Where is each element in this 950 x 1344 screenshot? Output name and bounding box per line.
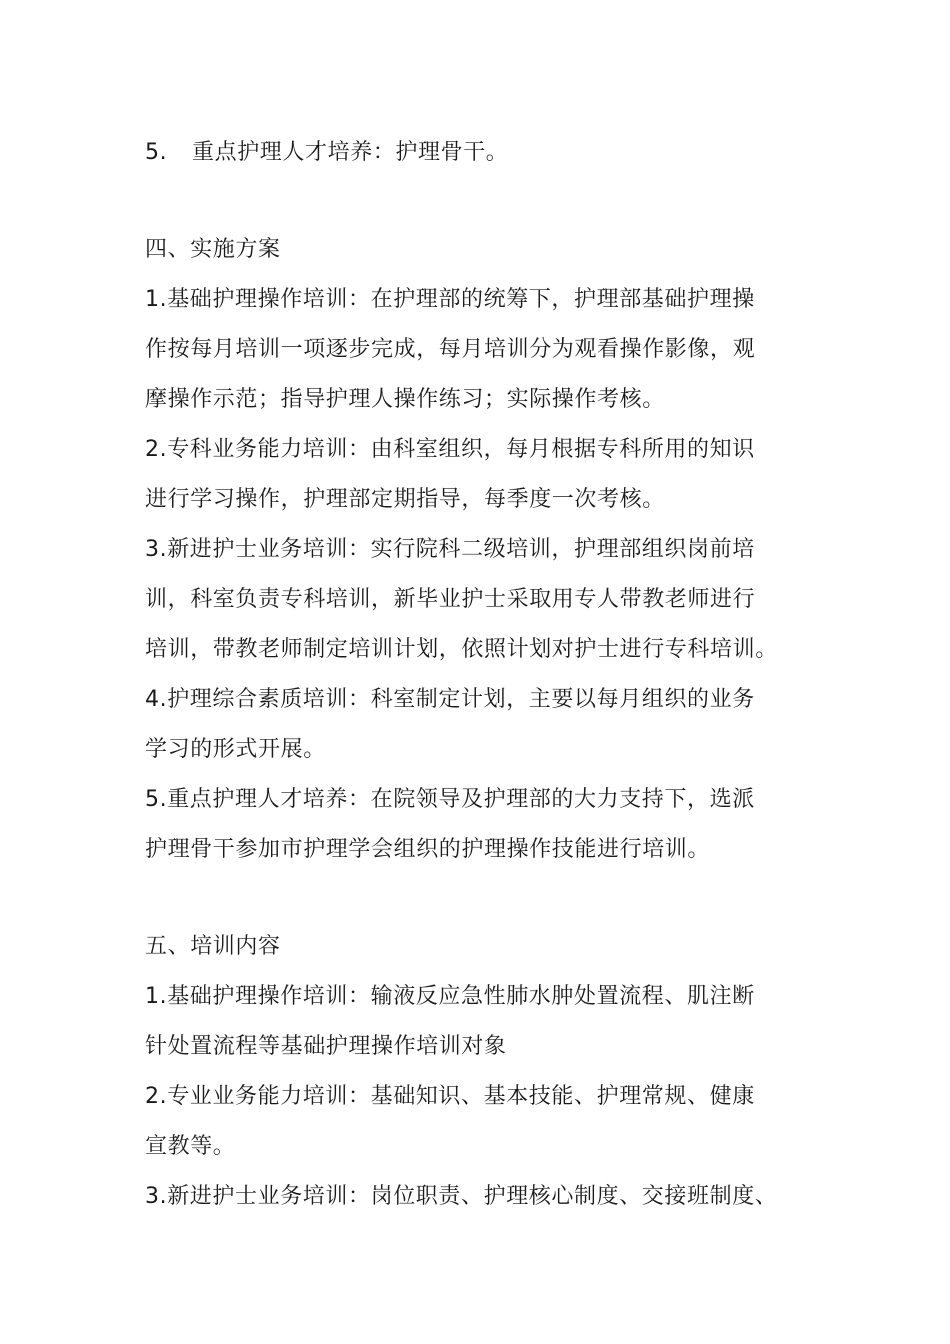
section-heading-training-content: 五、培训内容 (145, 934, 281, 959)
paragraph-line: 学习的形式开展。 (145, 737, 326, 762)
paragraph-line: 宣教等。 (145, 1134, 236, 1159)
paragraph-line: 护理骨干参加市护理学会组织的护理操作技能进行培训。 (145, 837, 711, 862)
paragraph-line: 2.专业业务能力培训：基础知识、基本技能、护理常规、健康 (145, 1084, 755, 1109)
intro-item-text: 重点护理人才培养：护理骨干。 (192, 140, 509, 165)
paragraph-line: 2.专科业务能力培训：由科室组织，每月根据专科所用的知识 (145, 437, 755, 462)
paragraph-line: 3.新进护士业务培训：实行院科二级培训，护理部组织岗前培 (145, 537, 755, 562)
paragraph-line: 训，科室负责专科培训，新毕业护士采取用专人带教老师进行 (145, 587, 756, 612)
paragraph-line: 针处置流程等基础护理操作培训对象 (145, 1034, 507, 1059)
paragraph-gap (145, 178, 835, 225)
paragraph-line: 5.重点护理人才培养：在院领导及护理部的大力支持下，选派 (145, 787, 755, 812)
paragraph-line: 1.基础护理操作培训：输液反应急性肺水肿处置流程、肌注断 (145, 984, 755, 1009)
intro-list-item (145, 128, 835, 178)
paragraph-line: 摩操作示范；指导护理人操作练习；实际操作考核。 (145, 387, 665, 412)
paragraph-line: 3.新进护士业务培训：岗位职责、护理核心制度、交接班制度、 (145, 1184, 778, 1209)
document-body (145, 128, 835, 1222)
paragraph-line: 1.基础护理操作培训：在护理部的统筹下，护理部基础护理操 (145, 287, 755, 312)
paragraph-line: 作按每月培训一项逐步完成，每月培训分为观看操作影像，观 (145, 337, 756, 362)
paragraph-gap (145, 875, 835, 922)
paragraph-line: 培训，带教老师制定培训计划，依照计划对护士进行专科培训。 (145, 637, 778, 662)
paragraph-line: 进行学习操作，护理部定期指导，每季度一次考核。 (145, 487, 665, 512)
section-heading-implementation: 四、实施方案 (145, 237, 281, 262)
paragraph-line: 4.护理综合素质培训：科室制定计划，主要以每月组织的业务 (145, 687, 755, 712)
intro-item-number: 5. (145, 140, 168, 165)
